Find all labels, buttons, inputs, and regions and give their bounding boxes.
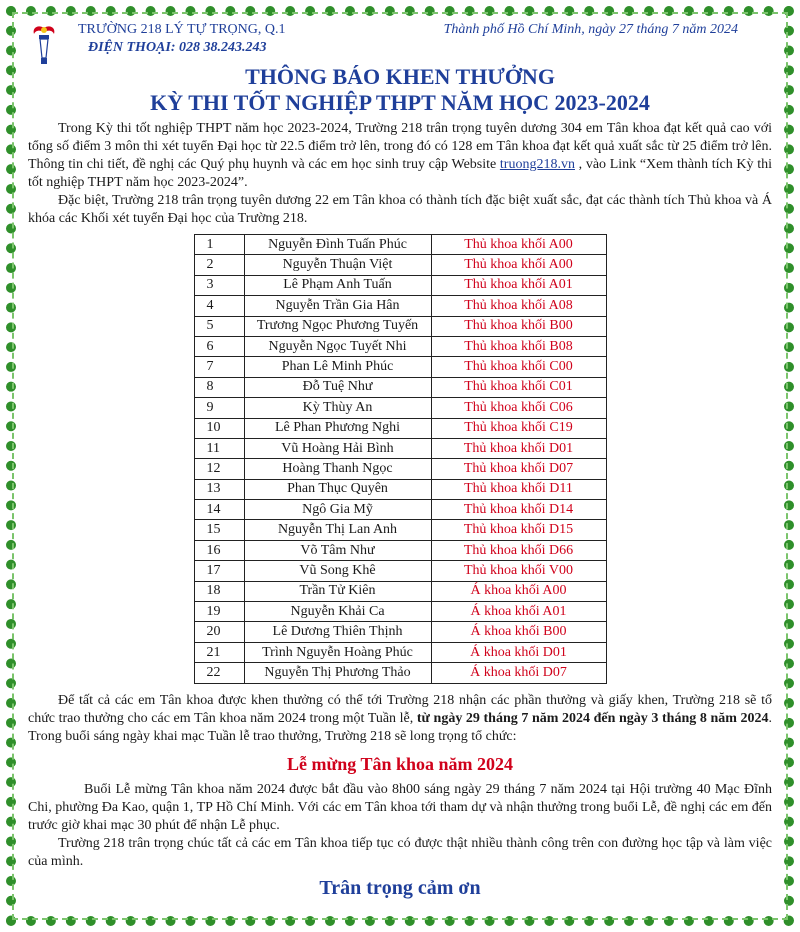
- student-award: Thủ khoa khối A00: [431, 255, 606, 275]
- student-number: 13: [194, 479, 244, 499]
- awards-text: Để tất cả các em Tân khoa được khen thưởng có thể tới Trường 218 nhận các phần thưởng và giấy khen, Trường 218 sẽ tổ chức trao thưởng cho các em Tân khoa năm 2024 trong một Tuần lễ,: [28, 692, 772, 726]
- letterhead: [28, 22, 772, 62]
- student-name: Nguyễn Thị Lan Anh: [244, 520, 431, 540]
- thanks-signoff: Trân trọng cảm ơn: [319, 876, 481, 899]
- table-row: [194, 235, 606, 255]
- table-row: [194, 622, 606, 642]
- student-award: Thủ khoa khối C06: [431, 398, 606, 418]
- student-award: Thủ khoa khối C00: [431, 357, 606, 377]
- student-award: Thủ khoa khối C01: [431, 377, 606, 397]
- student-name: Nguyễn Thuận Việt: [244, 255, 431, 275]
- table-row: [194, 398, 606, 418]
- student-number: 21: [194, 642, 244, 662]
- intro-text: Trong Kỳ thi tốt nghiệp THPT năm học 2023-2024, Trường 218 trân trọng tuyên dương 304 em Tân khoa đạt kết quả cao với tổng số điểm 3 môn thi xét tuyển Đại học từ 22.5 điểm trở lên, trong đó có 128 em Tân khoa đạt kết quả xuất sắc từ 25 điểm trở lên. Thông tin chi tiết, đề nghị các Quý phụ huynh và các em học sinh truy cập Website: [28, 121, 772, 172]
- student-number: 12: [194, 459, 244, 479]
- awards-date-range: từ ngày 29 tháng 7 năm 2024 đến ngày 3 tháng 8 năm 2024: [416, 710, 769, 726]
- student-name: Trình Nguyễn Hoàng Phúc: [244, 642, 431, 662]
- student-number: 20: [194, 622, 244, 642]
- student-award: Thủ khoa khối A00: [431, 235, 606, 255]
- table-row: [194, 316, 606, 336]
- student-award: Thủ khoa khối B08: [431, 336, 606, 356]
- student-award: Á khoa khối D07: [431, 663, 606, 683]
- awards-text-end: . Trong buổi sáng ngày khai mạc Tuần lễ trao thưởng, Trường 218 sẽ long trọng tổ chức:: [28, 710, 772, 744]
- student-award: Thủ khoa khối C19: [431, 418, 606, 438]
- student-name: Trương Ngọc Phương Tuyến: [244, 316, 431, 336]
- student-name: Ngô Gia Mỹ: [244, 500, 431, 520]
- table-row: [194, 336, 606, 356]
- student-number: 3: [194, 275, 244, 295]
- student-award: Thủ khoa khối D15: [431, 520, 606, 540]
- student-number: 5: [194, 316, 244, 336]
- student-name: Lê Dương Thiên Thịnh: [244, 622, 431, 642]
- awards-paragraph: [28, 692, 772, 746]
- student-name: Hoàng Thanh Ngọc: [244, 459, 431, 479]
- table-row: [194, 561, 606, 581]
- table-row: [194, 500, 606, 520]
- ceremony-title: Lễ mừng Tân khoa năm 2024: [286, 753, 514, 774]
- student-name: Nguyễn Ngọc Tuyết Nhi: [244, 336, 431, 356]
- table-row: [194, 438, 606, 458]
- table-row: [194, 459, 606, 479]
- student-name: Nguyễn Thị Phương Thảo: [244, 663, 431, 683]
- student-number: 9: [194, 398, 244, 418]
- school-name: TRƯỜNG 218 LÝ TỰ TRỌNG, Q.1: [78, 22, 286, 37]
- table-row: [194, 275, 606, 295]
- student-number: 6: [194, 336, 244, 356]
- student-number: 14: [194, 500, 244, 520]
- ceremony-paragraph: Buổi Lễ mừng Tân khoa năm 2024 được bắt đầu vào 8h00 sáng ngày 29 tháng 7 năm 2024 tại Hội trường 40 Mạc Đĩnh Chi, phường Đa Kao, quận 1, TP Hồ Chí Minh. Với các em Tân khoa tới tham dự và nhận thưởng trong buổi Lễ, đề nghị các em đến trước giờ khai mạc 30 phút để nhận Lễ phục.: [28, 781, 772, 833]
- school-torch-logo-icon: [26, 22, 62, 66]
- student-number: 2: [194, 255, 244, 275]
- student-number: 11: [194, 438, 244, 458]
- student-number: 19: [194, 602, 244, 622]
- student-award: Á khoa khối D01: [431, 642, 606, 662]
- table-row: [194, 520, 606, 540]
- student-award: Thủ khoa khối D14: [431, 500, 606, 520]
- intro-paragraph: [28, 120, 772, 192]
- student-name: Lê Phạm Anh Tuấn: [244, 275, 431, 295]
- student-name: Nguyễn Khải Ca: [244, 602, 431, 622]
- student-number: 18: [194, 581, 244, 601]
- table-row: [194, 418, 606, 438]
- table-row: [194, 377, 606, 397]
- table-row: [194, 663, 606, 683]
- title-line-2: KỲ THI TỐT NGHIỆP THPT NĂM HỌC 2023-2024: [150, 90, 650, 115]
- table-row: [194, 602, 606, 622]
- student-number: 8: [194, 377, 244, 397]
- student-award: Thủ khoa khối A08: [431, 296, 606, 316]
- student-name: Lê Phan Phương Nghi: [244, 418, 431, 438]
- announcement-page: [28, 22, 772, 912]
- student-number: 15: [194, 520, 244, 540]
- student-award: Thủ khoa khối A01: [431, 275, 606, 295]
- student-number: 16: [194, 540, 244, 560]
- table-row: [194, 255, 606, 275]
- student-name: Vũ Song Khê: [244, 561, 431, 581]
- student-number: 10: [194, 418, 244, 438]
- student-name: Trần Tử Kiên: [244, 581, 431, 601]
- website-link[interactable]: truong218.vn: [499, 157, 575, 172]
- student-award: Thủ khoa khối D11: [431, 479, 606, 499]
- student-number: 17: [194, 561, 244, 581]
- student-number: 22: [194, 663, 244, 683]
- table-row: [194, 581, 606, 601]
- table-row: [194, 296, 606, 316]
- student-name: Đỗ Tuệ Như: [244, 377, 431, 397]
- school-phone: ĐIỆN THOẠI: 028 38.243.243: [88, 40, 267, 55]
- title-line-1: THÔNG BÁO KHEN THƯỞNG: [245, 64, 555, 89]
- intro-text-end: , vào Link “Xem thành tích Kỳ thi tốt nghiệp THPT năm học 2023-2024”.: [28, 157, 772, 190]
- student-name: Nguyễn Trần Gia Hân: [244, 296, 431, 316]
- student-award: Thủ khoa khối D07: [431, 459, 606, 479]
- issue-date: Thành phố Hồ Chí Minh, ngày 27 tháng 7 năm 2024: [443, 22, 738, 37]
- table-row: [194, 540, 606, 560]
- table-row: [194, 479, 606, 499]
- table-row: [194, 357, 606, 377]
- student-name: Phan Thục Quyên: [244, 479, 431, 499]
- student-number: 1: [194, 235, 244, 255]
- student-award: Thủ khoa khối B00: [431, 316, 606, 336]
- student-number: 7: [194, 357, 244, 377]
- student-award: Thủ khoa khối V00: [431, 561, 606, 581]
- honor-list-table: [194, 234, 607, 684]
- student-name: Võ Tâm Như: [244, 540, 431, 560]
- student-name: Nguyễn Đình Tuấn Phúc: [244, 235, 431, 255]
- student-award: Á khoa khối B00: [431, 622, 606, 642]
- closing-paragraph: Trường 218 trân trọng chúc tất cả các em Tân khoa tiếp tục có được thật nhiều thành công trên con đường học tập và làm việc của mình.: [28, 835, 772, 869]
- student-award: Á khoa khối A01: [431, 602, 606, 622]
- student-name: Phan Lê Minh Phúc: [244, 357, 431, 377]
- student-award: Á khoa khối A00: [431, 581, 606, 601]
- table-row: [194, 642, 606, 662]
- student-award: Thủ khoa khối D66: [431, 540, 606, 560]
- student-name: Kỳ Thùy An: [244, 398, 431, 418]
- student-award: Thủ khoa khối D01: [431, 438, 606, 458]
- special-paragraph: Đặc biệt, Trường 218 trân trọng tuyên dương 22 em Tân khoa có thành tích đặc biệt xuất sắc, đạt các thành tích Thủ khoa và Á khóa các Khối xét tuyển Đại học của Trường 218.: [28, 193, 772, 226]
- student-name: Vũ Hoàng Hải Bình: [244, 438, 431, 458]
- student-number: 4: [194, 296, 244, 316]
